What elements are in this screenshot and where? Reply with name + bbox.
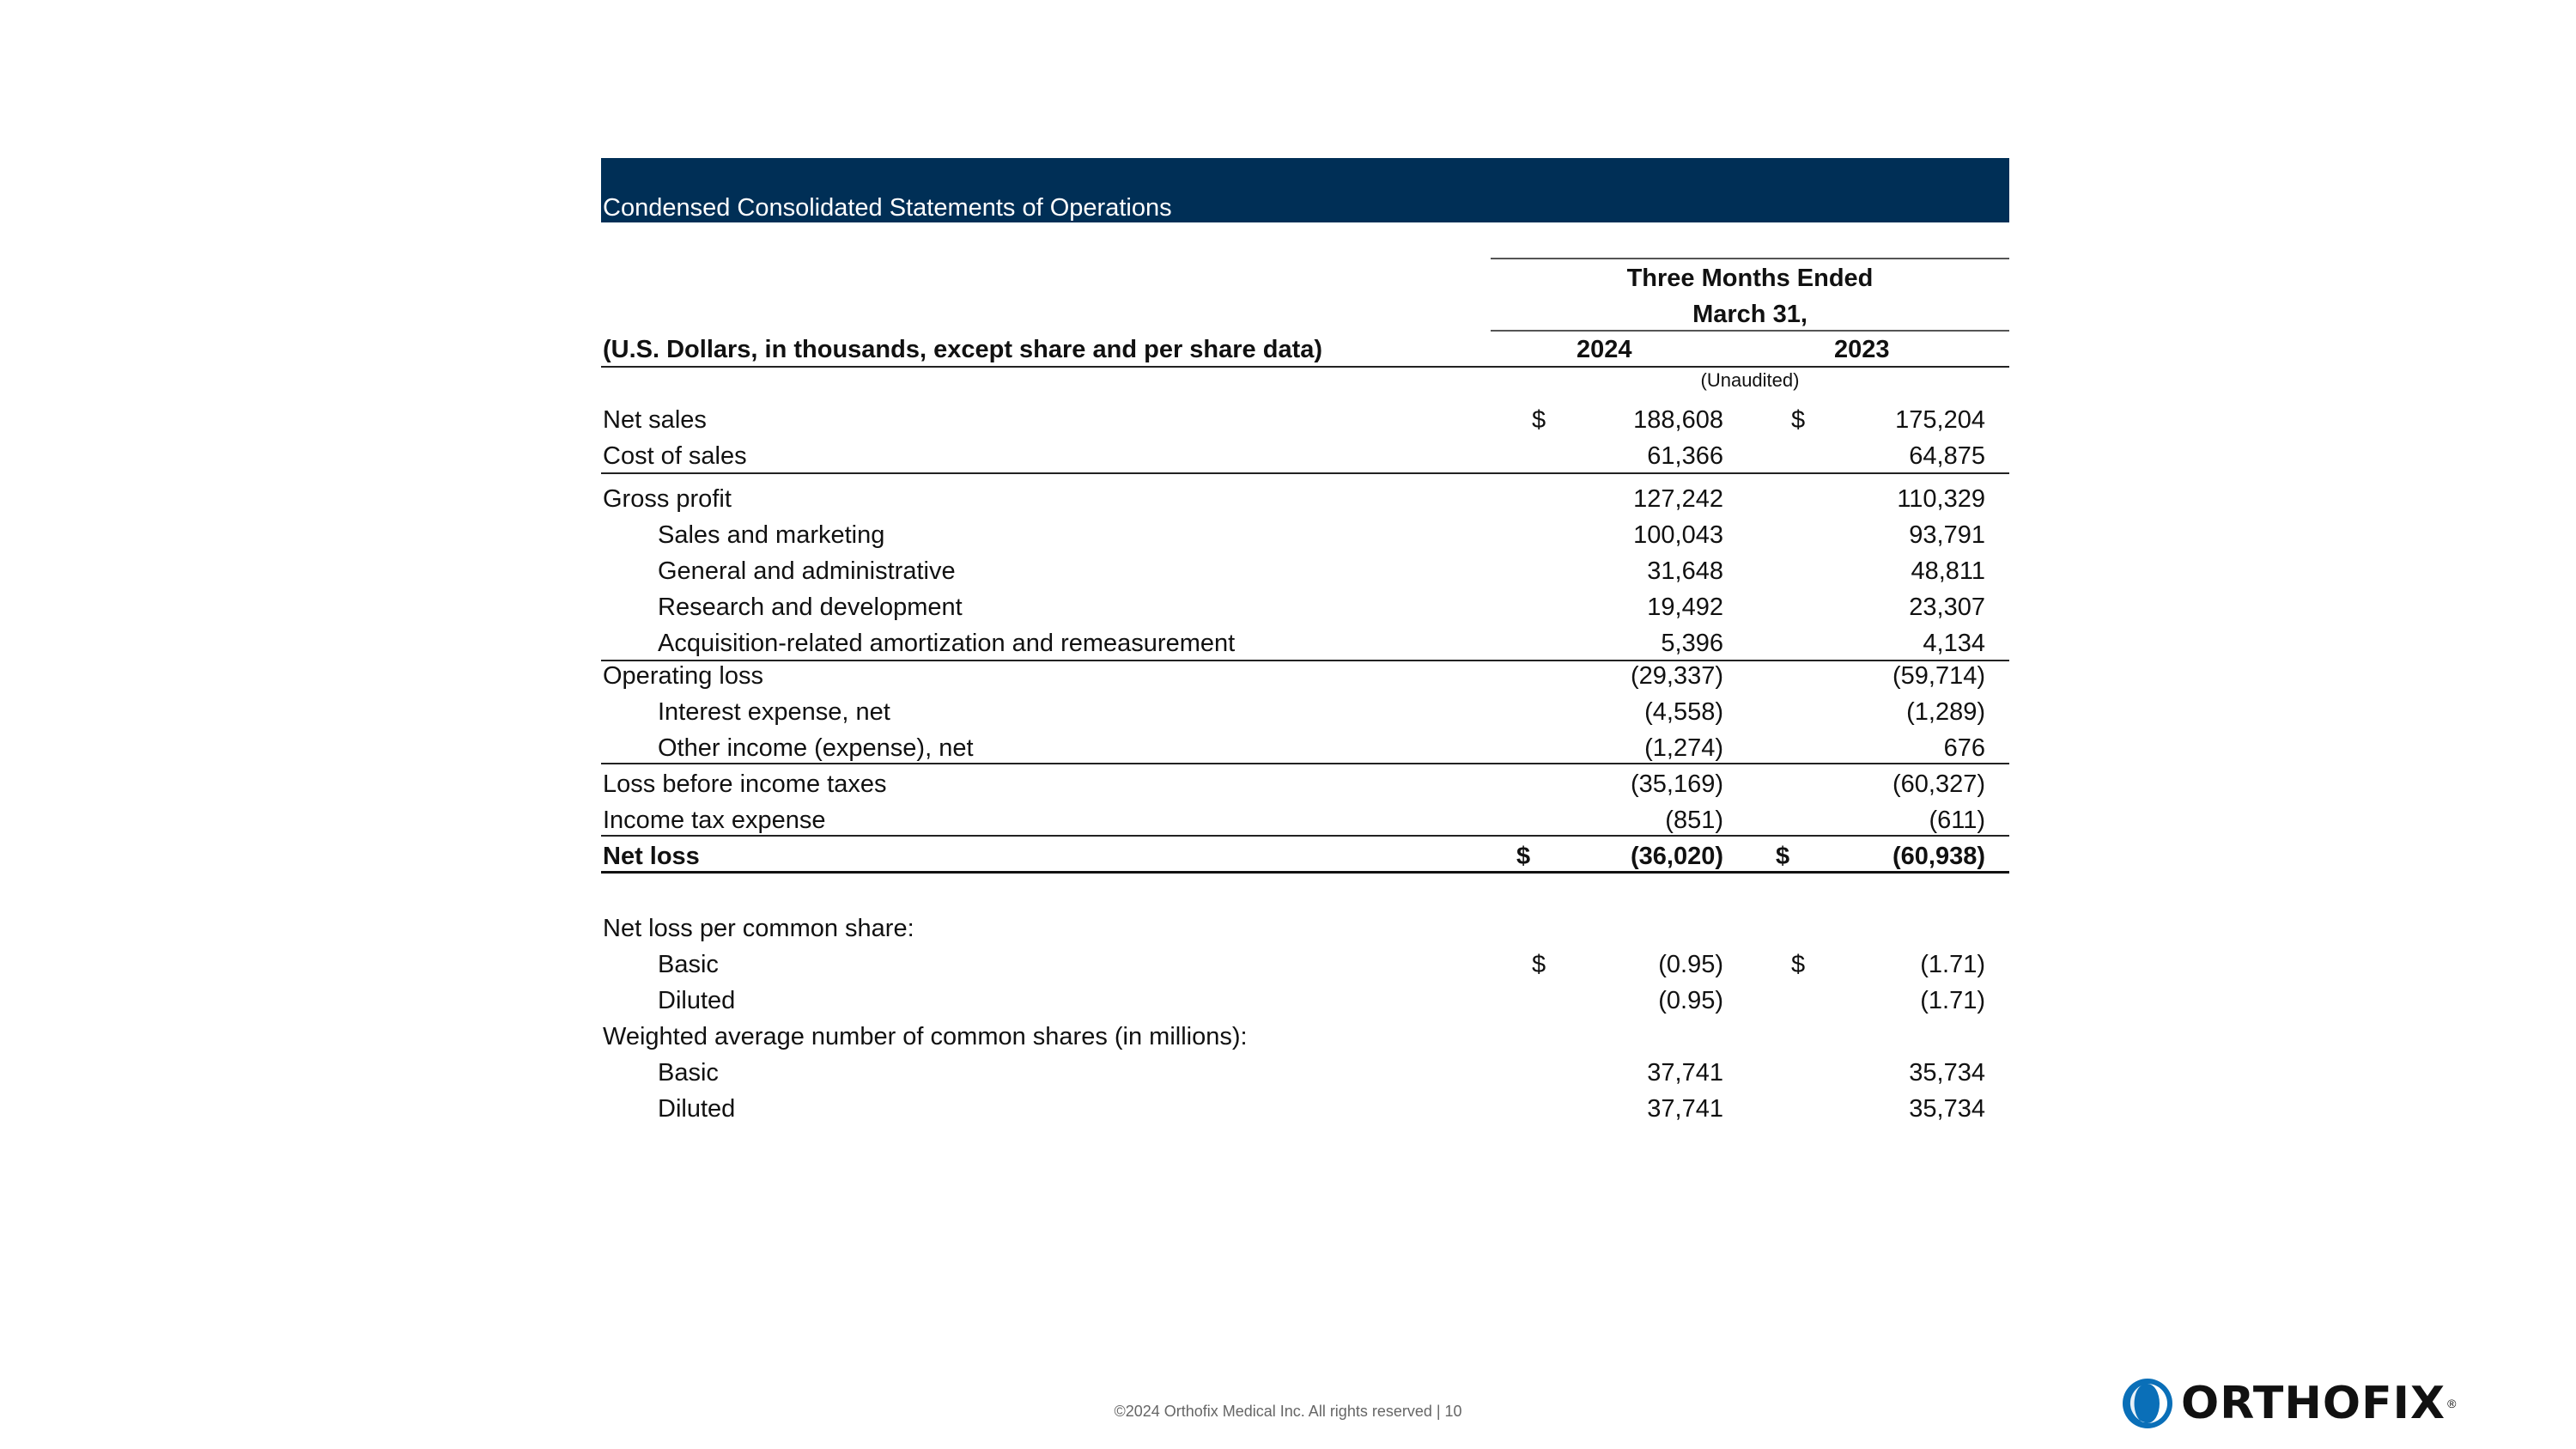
- value-2023: 175,204: [1895, 406, 1985, 434]
- currency-symbol: $: [1791, 951, 1806, 978]
- value-2024: 37,741: [1647, 1095, 1723, 1123]
- value-2023: 676: [1943, 734, 1985, 762]
- row-label: Weighted average number of common shares (in millions):: [603, 1023, 1248, 1050]
- value-2024: 19,492: [1647, 594, 1723, 621]
- value-2024: 100,043: [1633, 521, 1723, 549]
- header-rule-bottom: [601, 366, 2009, 368]
- period-line-2: March 31,: [1692, 301, 1807, 328]
- row-label: General and administrative: [658, 557, 956, 585]
- value-2024: (851): [1665, 807, 1723, 834]
- row-shares-header: [601, 1019, 2009, 1055]
- value-2023: (1.71): [1920, 951, 1985, 978]
- row-shares-diluted: [601, 1091, 2009, 1127]
- value-2024: 5,396: [1661, 630, 1723, 657]
- value-2024: 37,741: [1647, 1059, 1723, 1087]
- value-2023: 35,734: [1909, 1059, 1985, 1087]
- row-eps-basic: [601, 947, 2009, 983]
- value-2023: 93,791: [1909, 521, 1985, 549]
- period-line-1: Three Months Ended: [1626, 265, 1874, 292]
- row-label: Basic: [658, 1059, 719, 1087]
- row-net-sales: [601, 402, 2009, 438]
- row-eps-diluted: [601, 983, 2009, 1019]
- row-research-development: [601, 589, 2009, 625]
- value-2023: (1.71): [1920, 987, 1985, 1014]
- value-2024: (0.95): [1658, 951, 1723, 978]
- row-net-loss: [601, 838, 2009, 874]
- orthofix-logo: [2119, 1374, 2456, 1433]
- currency-symbol: $: [1532, 406, 1546, 434]
- value-2024: (1,274): [1644, 734, 1723, 762]
- rule: [601, 472, 2009, 474]
- row-cost-of-sales: [601, 438, 2009, 474]
- orthofix-mark-icon: [2119, 1375, 2176, 1432]
- currency-symbol: $: [1776, 843, 1790, 870]
- row-sales-marketing: [601, 517, 2009, 553]
- column-header-row: [601, 332, 2009, 368]
- currency-symbol: $: [1532, 951, 1546, 978]
- row-other-income: [601, 730, 2009, 766]
- value-2023: (60,327): [1892, 770, 1985, 798]
- value-2024: (35,169): [1630, 770, 1723, 798]
- row-operating-loss: [601, 658, 2009, 694]
- row-label: Sales and marketing: [658, 521, 885, 549]
- row-income-tax: [601, 802, 2009, 838]
- row-interest-expense: [601, 694, 2009, 730]
- value-2024: (0.95): [1658, 987, 1723, 1014]
- row-label: Income tax expense: [603, 807, 826, 834]
- row-label: Cost of sales: [603, 442, 747, 470]
- rule: [601, 835, 2009, 837]
- row-label: Net loss per common share:: [603, 915, 914, 942]
- registered-mark: ®: [2447, 1397, 2457, 1410]
- units-label: (U.S. Dollars, in thousands, except share and per share data): [603, 336, 1323, 363]
- currency-symbol: $: [1516, 843, 1531, 870]
- header-rule-top: [1491, 258, 2009, 259]
- currency-symbol: $: [1791, 406, 1806, 434]
- value-2023: 35,734: [1909, 1095, 1985, 1123]
- row-label: Diluted: [658, 1095, 736, 1123]
- row-general-administrative: [601, 553, 2009, 589]
- rule: [601, 763, 2009, 764]
- value-2024: (4,558): [1644, 698, 1723, 726]
- value-2023: (59,714): [1892, 662, 1985, 690]
- footer-copyright: ©2024 Orthofix Medical Inc. All rights reserved | 10: [1114, 1403, 1462, 1420]
- value-2024: 61,366: [1647, 442, 1723, 470]
- value-2024: (29,337): [1630, 662, 1723, 690]
- row-loss-before-taxes: [601, 766, 2009, 802]
- row-label: Gross profit: [603, 485, 732, 513]
- row-label: Research and development: [658, 594, 963, 621]
- unaudited-note: (Unaudited): [1700, 369, 1800, 391]
- value-2023: 48,811: [1911, 557, 1985, 585]
- row-shares-basic: [601, 1055, 2009, 1091]
- row-label: Loss before income taxes: [603, 770, 887, 798]
- row-label: Acquisition-related amortization and remeasurement: [658, 630, 1236, 657]
- value-2024: 31,648: [1647, 557, 1723, 585]
- rule-total: [601, 871, 2009, 874]
- value-2023: 64,875: [1909, 442, 1985, 470]
- col-2024-header: 2024: [1577, 336, 1632, 363]
- row-label: Net loss: [603, 843, 700, 870]
- row-label: Other income (expense), net: [658, 734, 974, 762]
- col-2023-header: 2023: [1834, 336, 1890, 363]
- row-label: Diluted: [658, 987, 736, 1014]
- page-title: Condensed Consolidated Statements of Operations: [603, 194, 1172, 222]
- row-label: Net sales: [603, 406, 707, 434]
- row-eps-header: [601, 910, 2009, 947]
- title-banner: [601, 158, 2009, 222]
- value-2024: 127,242: [1633, 485, 1723, 513]
- value-2024: (36,020): [1630, 843, 1723, 870]
- logo-text: ORTHOFIX: [2181, 1378, 2446, 1429]
- value-2023: (60,938): [1892, 843, 1985, 870]
- row-label: Operating loss: [603, 662, 763, 690]
- value-2023: 110,329: [1897, 485, 1985, 513]
- value-2024: 188,608: [1633, 406, 1723, 434]
- row-label: Basic: [658, 951, 719, 978]
- value-2023: (1,289): [1906, 698, 1985, 726]
- value-2023: (611): [1929, 807, 1985, 834]
- row-gross-profit: [601, 481, 2009, 517]
- row-label: Interest expense, net: [658, 698, 890, 726]
- row-acquisition-amortization: [601, 625, 2009, 661]
- value-2023: 23,307: [1909, 594, 1985, 621]
- value-2023: 4,134: [1923, 630, 1985, 657]
